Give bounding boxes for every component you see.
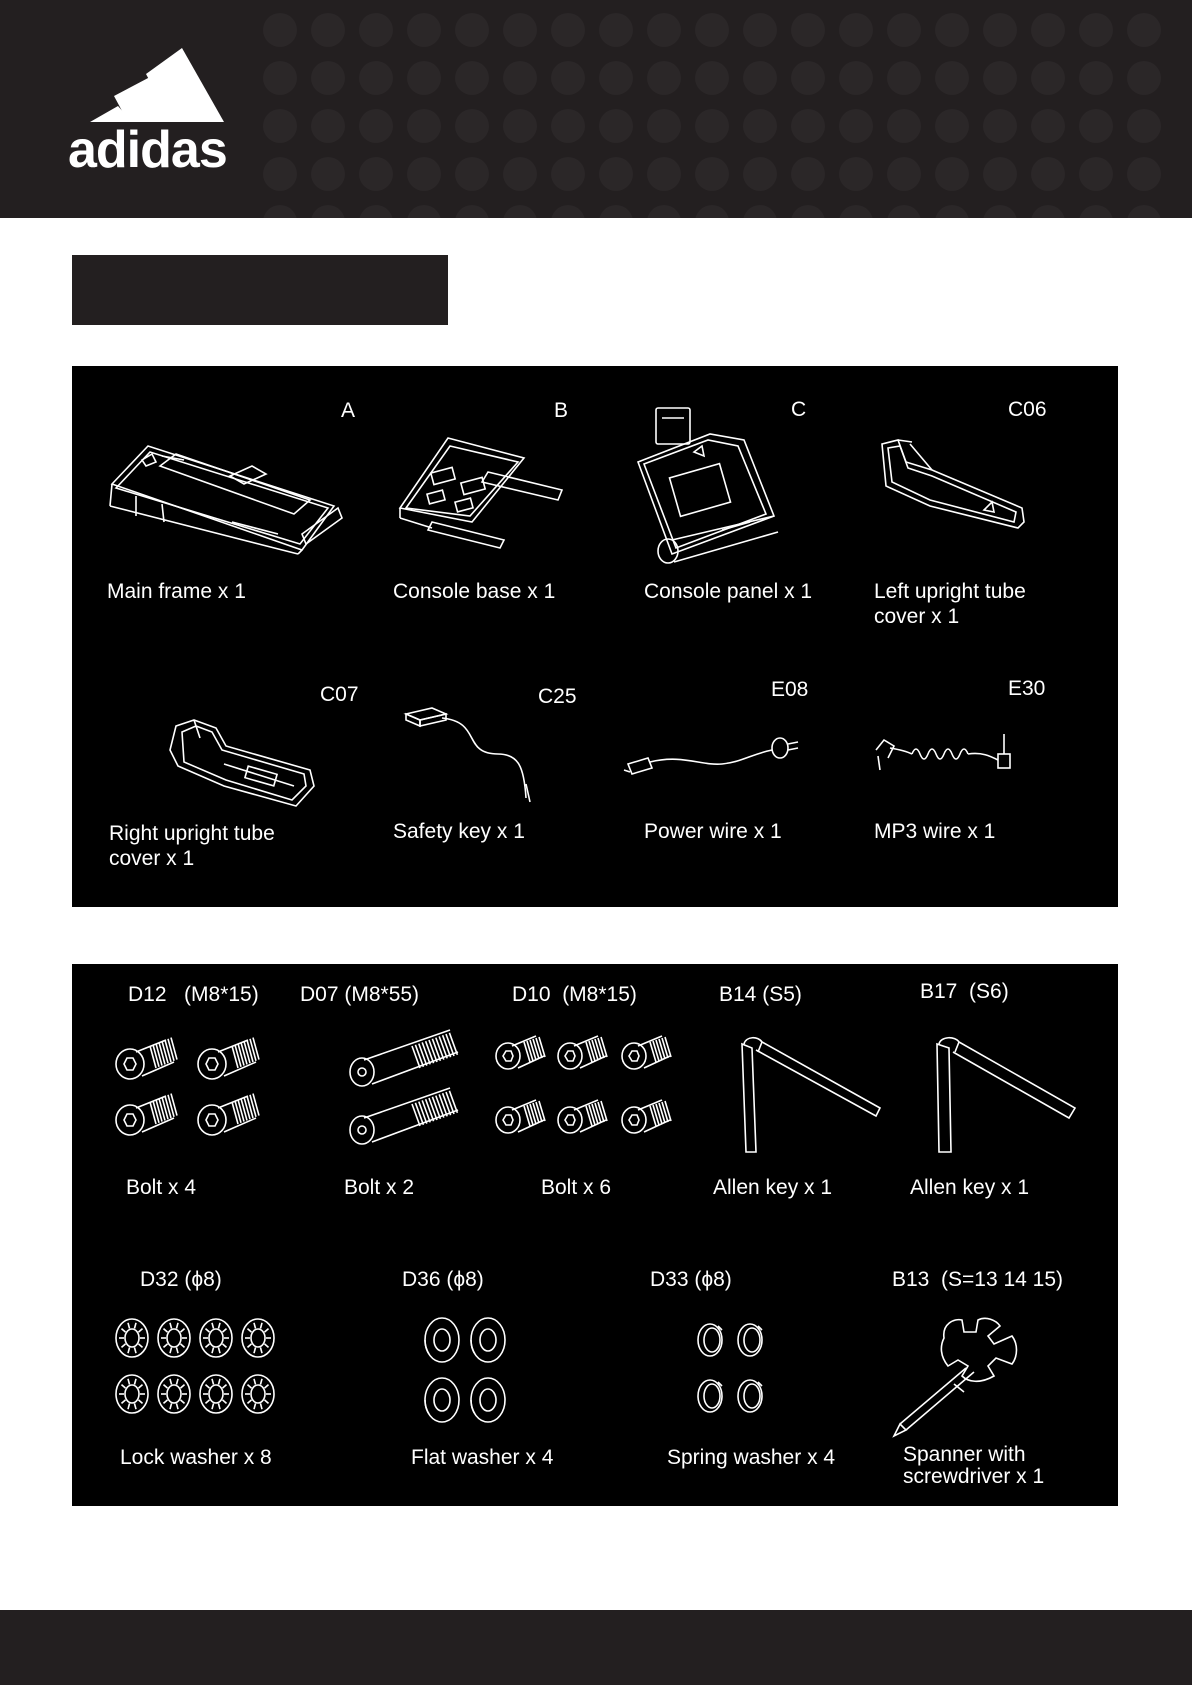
hw-label-d33: Spring washer x 4 xyxy=(667,1446,836,1469)
hw-label-b17: Allen key x 1 xyxy=(910,1176,1030,1199)
hw-code-d36: D36 (ϕ8) xyxy=(402,1268,484,1291)
part-code-b: B xyxy=(554,399,569,422)
part-label-left-cover: Left upright tube cover x 1 xyxy=(874,580,1026,628)
hw-code-b17: B17 (S6) xyxy=(920,980,1009,1003)
hw-code-b14: B14 (S5) xyxy=(719,983,802,1006)
safety-key-illustration xyxy=(402,704,542,804)
part-label-mp3-wire: MP3 wire x 1 xyxy=(874,820,996,843)
hw-code-d07: D07 (M8*55) xyxy=(300,983,420,1006)
header-banner xyxy=(0,0,1192,218)
console-base-illustration xyxy=(392,430,572,550)
part-code-a: A xyxy=(341,399,356,422)
lock-washer-illustration xyxy=(112,1314,282,1424)
hw-code-d12: D12 (M8*15) xyxy=(128,983,259,1006)
bolt-d12-illustration xyxy=(112,1032,292,1152)
parts-panel xyxy=(72,366,1118,907)
spanner-screwdriver-illustration xyxy=(884,1310,1064,1440)
adidas-stripes-icon xyxy=(68,44,258,124)
hw-label-d12: Bolt x 4 xyxy=(126,1176,197,1199)
allen-key-s6-illustration xyxy=(927,1034,1077,1164)
hw-label-d36: Flat washer x 4 xyxy=(411,1446,554,1469)
part-label-console-panel: Console panel x 1 xyxy=(644,580,813,603)
adidas-logo xyxy=(68,44,258,179)
console-panel-illustration xyxy=(632,404,792,570)
part-label-main-frame: Main frame x 1 xyxy=(107,580,246,603)
part-code-e08: E08 xyxy=(771,678,809,701)
part-label-safety-key: Safety key x 1 xyxy=(393,820,525,843)
part-label-console-base: Console base x 1 xyxy=(393,580,556,603)
part-code-c: C xyxy=(791,398,807,421)
part-code-c25: C25 xyxy=(538,685,577,708)
spring-washer-illustration xyxy=(690,1316,780,1426)
part-code-e30: E30 xyxy=(1008,677,1046,700)
allen-key-s5-illustration xyxy=(732,1034,882,1164)
title-block xyxy=(72,255,448,325)
flat-washer-illustration xyxy=(420,1310,520,1430)
hw-label-b13: Spanner with screwdriver x 1 xyxy=(903,1443,1045,1488)
mp3-wire-illustration xyxy=(872,726,1022,786)
brand-wordmark: adidas xyxy=(68,121,227,179)
right-upright-cover-illustration xyxy=(164,716,324,826)
hw-label-d07: Bolt x 2 xyxy=(344,1176,415,1199)
part-code-c07: C07 xyxy=(320,683,359,706)
hw-code-d32: D32 (ϕ8) xyxy=(140,1268,222,1291)
hw-code-d33: D33 (ϕ8) xyxy=(650,1268,732,1291)
part-code-c06: C06 xyxy=(1008,398,1047,421)
hw-code-d10: D10 (M8*15) xyxy=(512,983,637,1006)
hardware-panel xyxy=(72,964,1118,1506)
footer-bar xyxy=(0,1610,1192,1685)
hw-label-d32: Lock washer x 8 xyxy=(120,1446,272,1469)
bolt-d07-illustration xyxy=(342,1024,472,1154)
part-label-right-cover: Right upright tube cover x 1 xyxy=(109,822,275,870)
part-label-power-wire: Power wire x 1 xyxy=(644,820,782,843)
hw-label-d10: Bolt x 6 xyxy=(541,1176,612,1199)
bolt-d10-illustration xyxy=(492,1028,692,1154)
power-wire-illustration xyxy=(622,736,802,796)
hw-label-b14: Allen key x 1 xyxy=(713,1176,833,1199)
hw-code-b13: B13 (S=13 14 15) xyxy=(892,1268,1064,1291)
left-upright-cover-illustration xyxy=(872,436,1032,536)
main-frame-illustration xyxy=(102,426,352,556)
